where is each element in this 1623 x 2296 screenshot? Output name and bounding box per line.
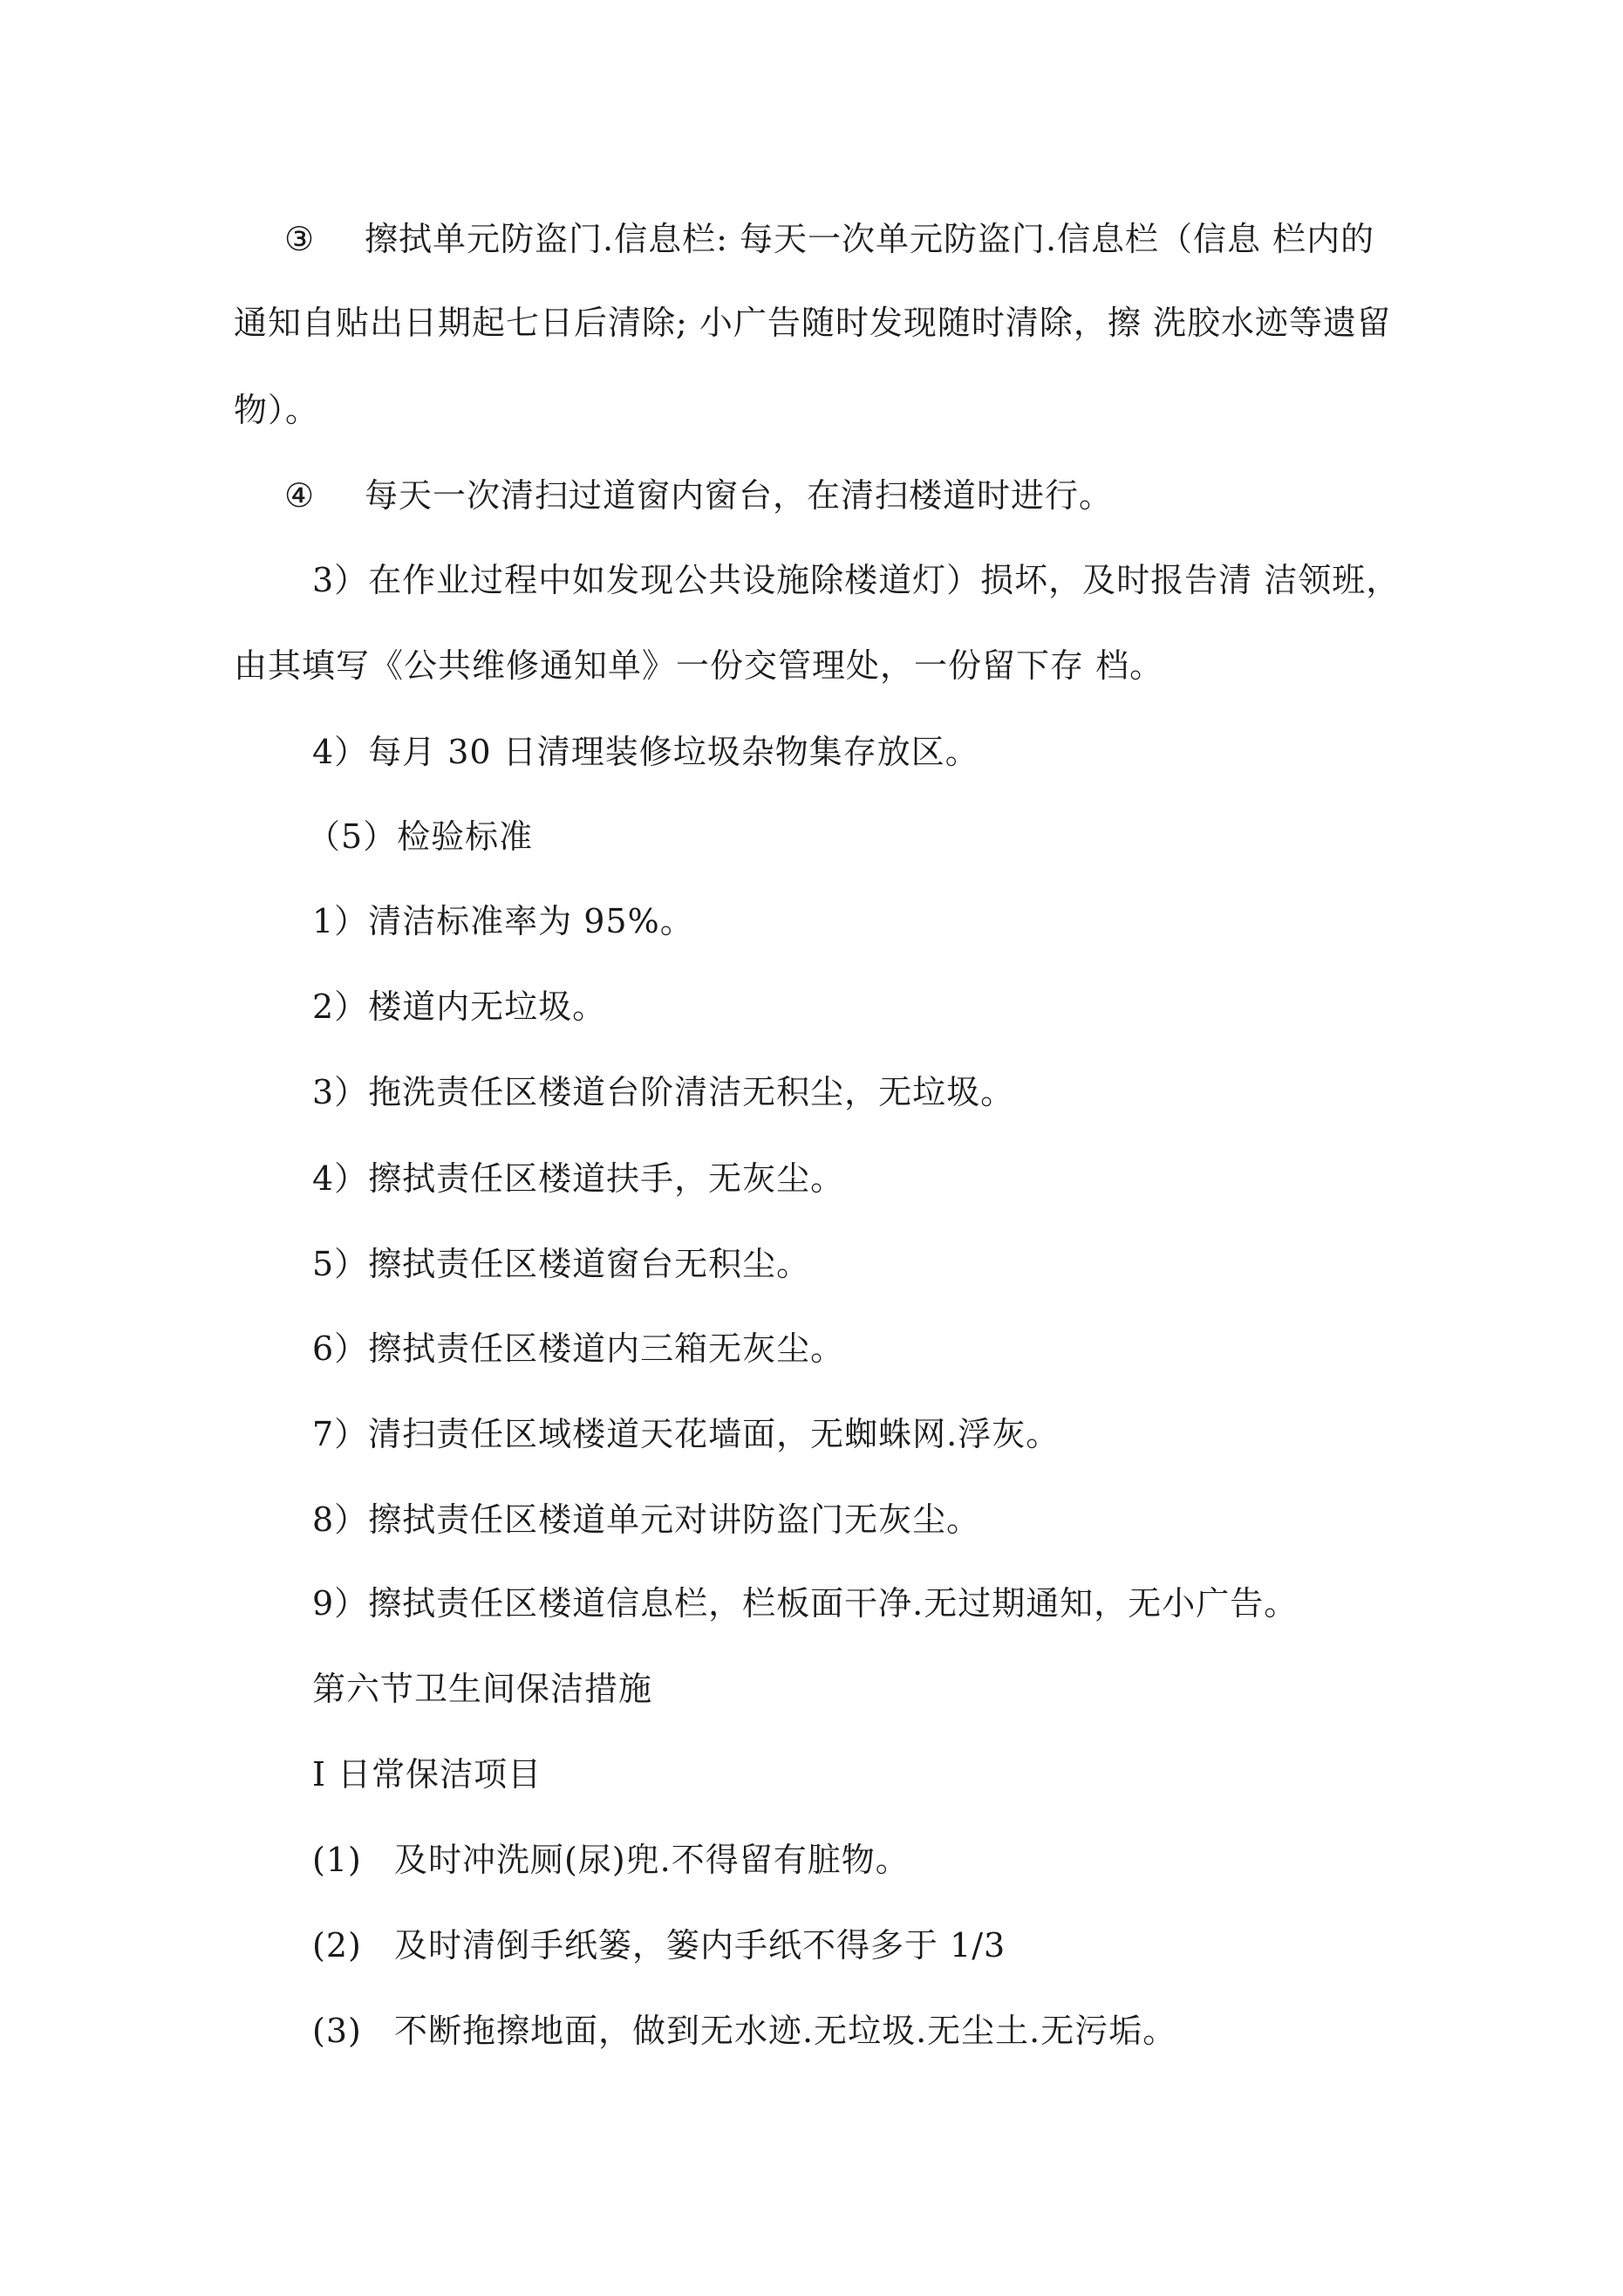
item-marker: (3) bbox=[312, 2012, 362, 2050]
paragraph-line: 每天一次清扫过道窗内窗台，在清扫楼道时进行。 bbox=[365, 476, 1114, 515]
paragraph-line: 擦拭单元防盗门.信息栏: 每天一次单元防盗门.信息栏（信息 栏内的 bbox=[365, 220, 1375, 258]
list-item: 1）清洁标准率为 95%。 bbox=[312, 902, 694, 940]
circled-marker-4: ④ bbox=[284, 476, 316, 515]
section-heading: （5）检验标准 bbox=[307, 817, 534, 856]
paragraph-line: 3）在作业过程中如发现公共设施除楼道灯）损坏，及时报告清 洁领班， bbox=[312, 561, 1401, 599]
paragraph-line: 由其填写《公共维修通知单》一份交管理处，一份留下存 档。 bbox=[234, 646, 1164, 685]
list-item: 3）拖洗责任区楼道台阶清洁无积尘，无垃圾。 bbox=[312, 1073, 1015, 1111]
section-title: 第六节卫生间保洁措施 bbox=[312, 1670, 653, 1708]
list-item: 及时冲洗厕(尿)兜.不得留有脏物。 bbox=[394, 1841, 910, 1879]
item-marker: (2) bbox=[312, 1926, 362, 1965]
paragraph-line: 通知自贴出日期起七日后清除; 小广告随时发现随时清除，擦 洗胶水迹等遗留 bbox=[234, 304, 1391, 342]
circled-marker-3: ③ bbox=[284, 220, 316, 258]
item-marker: (1) bbox=[312, 1841, 362, 1879]
list-item: 8）擦拭责任区楼道单元对讲防盗门无灰尘。 bbox=[312, 1500, 981, 1539]
paragraph-line: 物）。 bbox=[234, 391, 320, 429]
list-item: 5）擦拭责任区楼道窗台无积尘。 bbox=[312, 1245, 811, 1283]
list-item: 4）擦拭责任区楼道扶手，无灰尘。 bbox=[312, 1159, 845, 1198]
list-item: 6）擦拭责任区楼道内三箱无灰尘。 bbox=[312, 1329, 845, 1368]
list-item: 9）擦拭责任区楼道信息栏，栏板面干净.无过期通知，无小广告。 bbox=[312, 1584, 1299, 1623]
list-item: 7）清扫责任区域楼道天花墙面，无蜘蛛网.浮灰。 bbox=[312, 1415, 1060, 1453]
list-item: 及时清倒手纸篓，篓内手纸不得多于 1/3 bbox=[394, 1926, 1006, 1965]
list-item: 2）楼道内无垃圾。 bbox=[312, 987, 607, 1026]
subsection-title: I 日常保洁项目 bbox=[312, 1755, 542, 1794]
paragraph-line: 4）每月 30 日清理装修垃圾杂物集存放区。 bbox=[312, 733, 979, 771]
list-item: 不断拖擦地面，做到无水迹.无垃圾.无尘土.无污垢。 bbox=[394, 2012, 1177, 2050]
